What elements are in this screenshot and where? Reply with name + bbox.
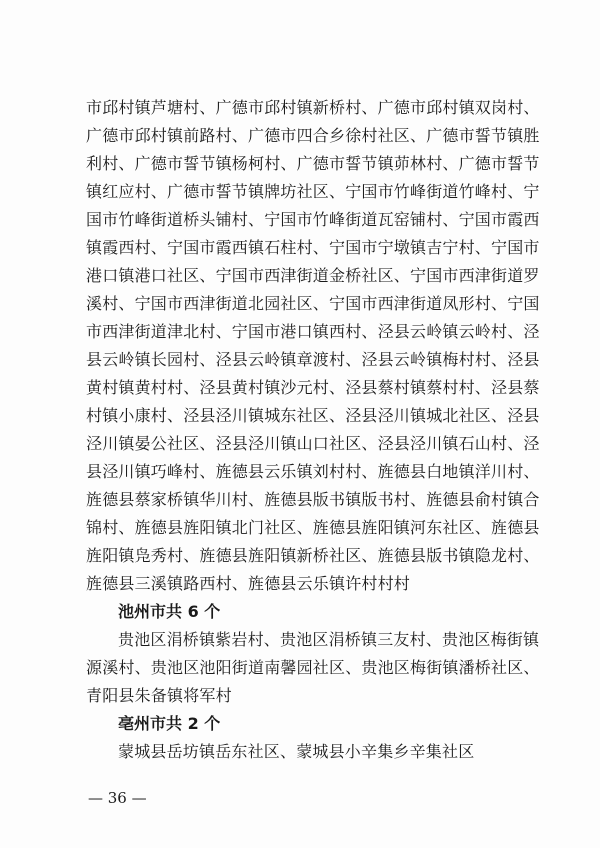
bozhou-heading: 亳州市共 2 个 bbox=[118, 714, 221, 733]
text-line: 锦村、旌德县旌阳镇北门社区、旌德县旌阳镇河东社区、旌德县 bbox=[86, 518, 540, 537]
text-line: 市西津街道津北村、宁国市港口镇西村、泾县云岭镇云岭村、泾 bbox=[86, 322, 540, 341]
text-line: 国市竹峰街道桥头铺村、宁国市竹峰街道瓦窑铺村、宁国市霞西 bbox=[86, 210, 540, 229]
text-line: 旌阳镇凫秀村、旌德县旌阳镇新桥社区、旌德县版书镇隐龙村、 bbox=[86, 546, 540, 565]
text-line: 蒙城县岳坊镇岳东社区、蒙城县小辛集乡辛集社区 bbox=[118, 742, 475, 761]
text-line: 旌德县蔡家桥镇华川村、旌德县版书镇版书村、旌德县俞村镇合 bbox=[86, 490, 540, 509]
text-line: 源溪村、贵池区池阳街道南馨园社区、贵池区梅街镇潘桥社区、 bbox=[86, 658, 540, 677]
text-line: 县云岭镇长园村、泾县云岭镇章渡村、泾县云岭镇梅村村、泾县 bbox=[86, 350, 540, 369]
text-line: 溪村、宁国市西津街道北园社区、宁国市西津街道凤形村、宁国 bbox=[86, 294, 540, 313]
text-line: 旌德县三溪镇路西村、旌德县云乐镇许村村村 bbox=[86, 574, 411, 593]
text-line: 市邱村镇芦塘村、广德市邱村镇新桥村、广德市邱村镇双岗村、 bbox=[86, 98, 540, 117]
text-line: 镇霞西村、宁国市霞西镇石柱村、宁国市宁墩镇吉宁村、宁国市 bbox=[86, 238, 540, 257]
text-line: 村镇小康村、泾县泾川镇城东社区、泾县泾川镇城北社区、泾县 bbox=[86, 406, 540, 425]
text-line: 港口镇港口社区、宁国市西津街道金桥社区、宁国市西津街道罗 bbox=[86, 266, 540, 285]
text-line: 贵池区涓桥镇紫岩村、贵池区涓桥镇三友村、贵池区梅街镇 bbox=[118, 630, 540, 649]
page-number: — 36 — bbox=[88, 789, 147, 807]
chizhou-heading: 池州市共 6 个 bbox=[118, 602, 221, 621]
text-line: 青阳县朱备镇将军村 bbox=[86, 686, 232, 705]
text-line: 镇红应村、广德市誓节镇牌坊社区、宁国市竹峰街道竹峰村、宁 bbox=[86, 182, 540, 201]
text-line: 县泾川镇巧峰村、旌德县云乐镇刘村村、旌德县白地镇洋川村、 bbox=[86, 462, 540, 481]
text-line: 黄村镇黄村村、泾县黄村镇沙元村、泾县蔡村镇蔡村村、泾县蔡 bbox=[86, 378, 540, 397]
text-line: 利村、广德市誓节镇杨柯村、广德市誓节镇茆林村、广德市誓节 bbox=[86, 154, 540, 173]
text-line: 泾川镇晏公社区、泾县泾川镇山口社区、泾县泾川镇石山村、泾 bbox=[86, 434, 540, 453]
text-line: 广德市邱村镇前路村、广德市四合乡徐村社区、广德市誓节镇胜 bbox=[86, 126, 540, 145]
